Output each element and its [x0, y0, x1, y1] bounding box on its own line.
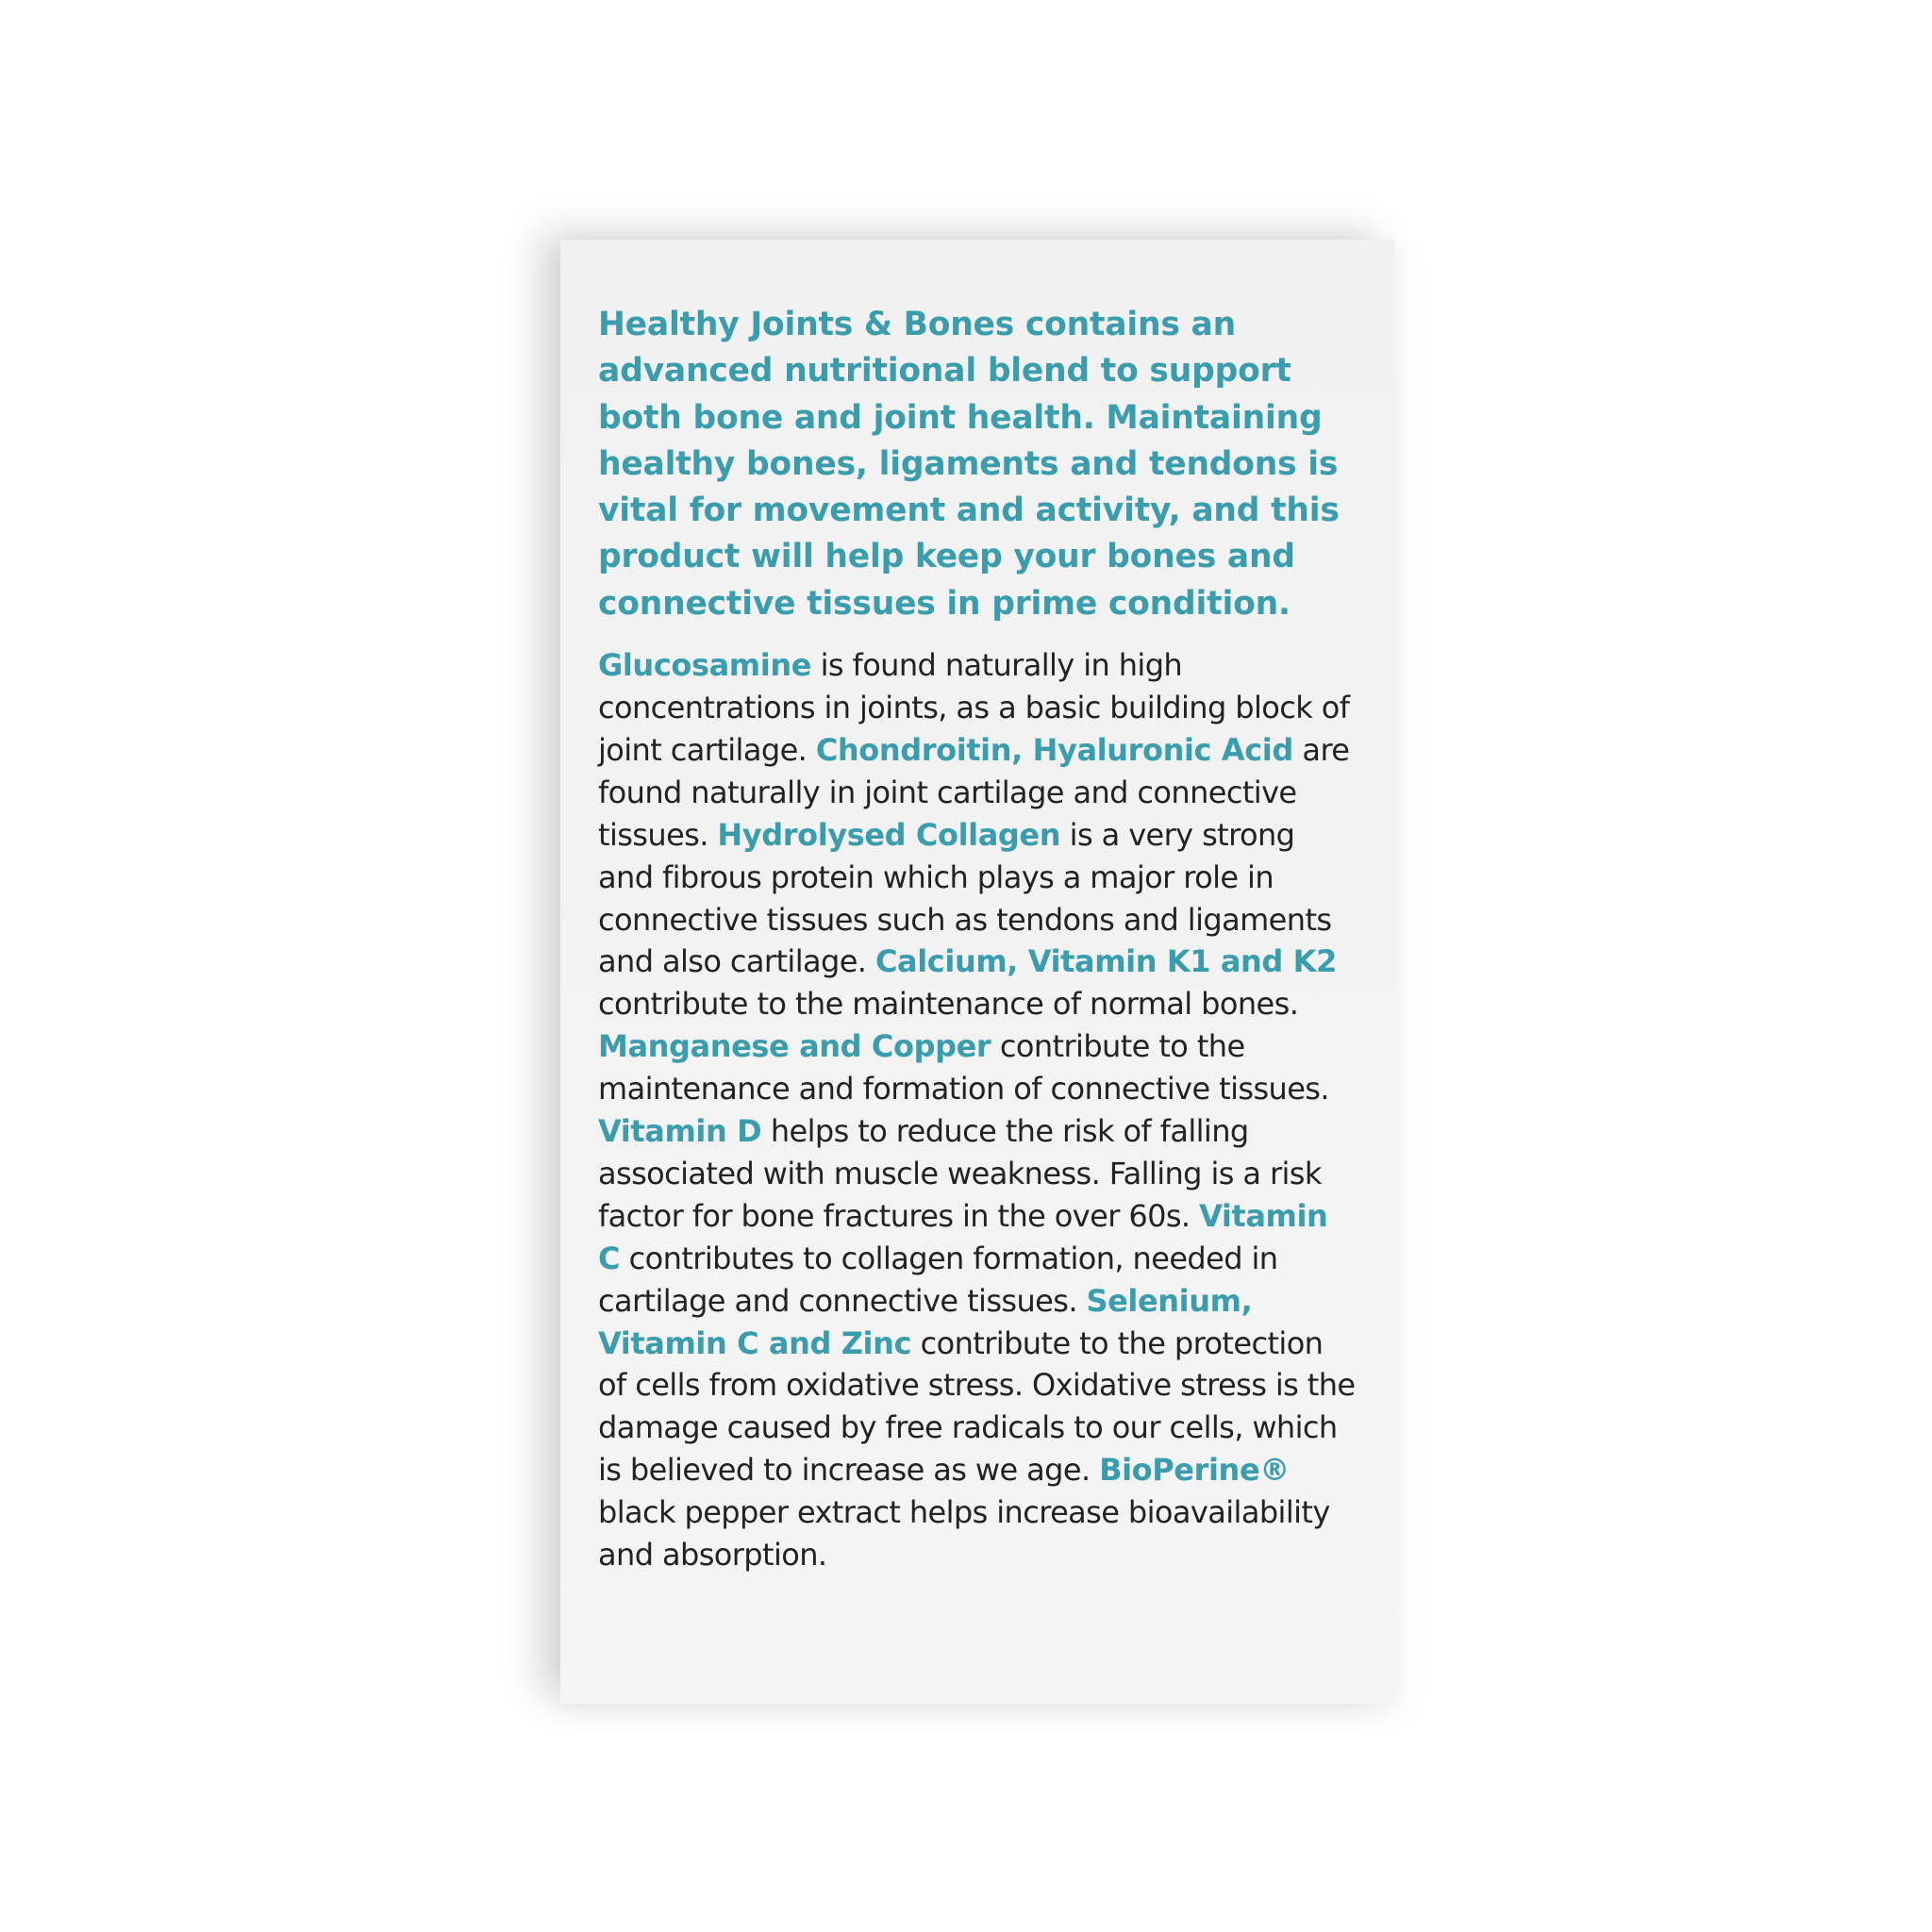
ingredient-hydrolysed-collagen: Hydrolysed Collagen	[717, 816, 1061, 853]
ingredient-vitamin-c: Vitamin C	[598, 1197, 1328, 1276]
ingredients-paragraph	[598, 644, 1358, 1576]
ingredient-description: black pepper extract helps increase bioavailability and absorption.	[598, 1494, 1330, 1574]
ingredient-description: is a very strong and fibrous protein which plays a major role in connective tissues such as tendons and ligaments and also cartilage.	[598, 816, 1332, 980]
ingredient-glucosamine: Glucosamine	[598, 647, 812, 684]
ingredient-description: contribute to the protection of cells from oxidative stress. Oxidative stress is the damage caused by free radicals to our cells, which is believed to increase as we age.	[598, 1324, 1356, 1489]
ingredient-manganese-copper: Manganese and Copper	[598, 1028, 991, 1065]
ingredient-chondroitin-hyaluronic-acid: Chondroitin, Hyaluronic Acid	[815, 731, 1293, 768]
ingredient-description: contribute to the maintenance and formation of connective tissues.	[598, 1028, 1329, 1108]
ingredient-calcium-vitamin-k: Calcium, Vitamin K1 and K2	[874, 943, 1337, 980]
ingredient-selenium-vitamin-c-zinc: Selenium, Vitamin C and Zinc	[598, 1282, 1253, 1361]
ingredient-description: are found naturally in joint cartilage and connective tissues.	[598, 731, 1350, 853]
ingredient-description: helps to reduce the risk of falling associated with muscle weakness. Falling is a risk factor for bone fractures in the over 60s.	[598, 1113, 1322, 1234]
ingredient-vitamin-d: Vitamin D	[598, 1113, 762, 1150]
ingredient-description: contribute to the maintenance of normal bones.	[598, 986, 1299, 1023]
product-description-panel	[560, 240, 1394, 1704]
ingredient-bioperine: BioPerine®	[1099, 1452, 1290, 1489]
ingredient-description: is found naturally in high concentrations in joints, as a basic building block of joint cartilage.	[598, 647, 1350, 768]
ingredient-description: contributes to collagen formation, needed in cartilage and connective tissues.	[598, 1240, 1278, 1319]
intro-paragraph: Healthy Joints & Bones contains an advanced nutritional blend to support both bone and joint health. Maintaining healthy bones, ligaments and tendons is vital for movement and activity, and this product will help keep your bones and connective tissues in prime condition.	[598, 306, 1340, 623]
